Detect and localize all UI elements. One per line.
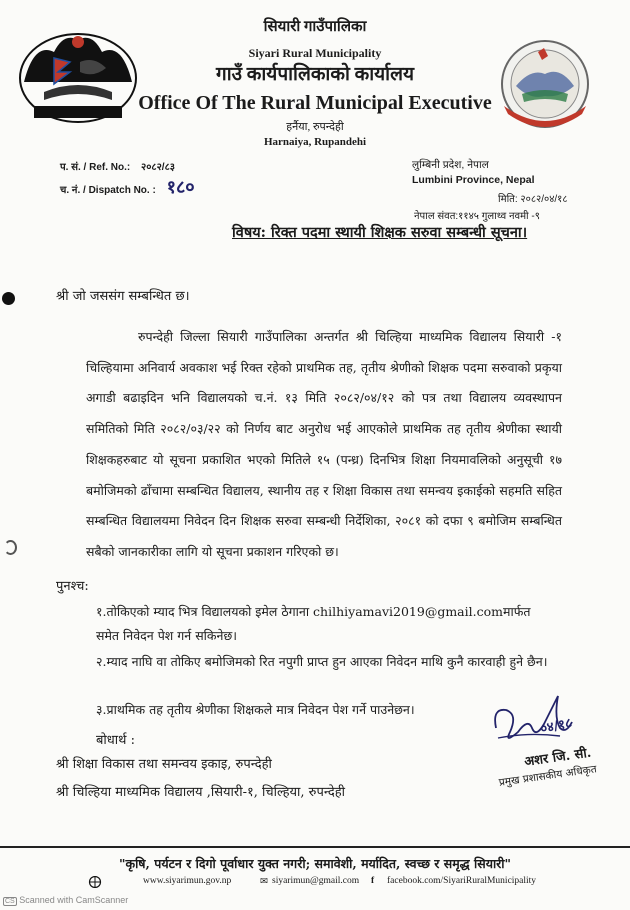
salutation: श्री जो जससंग सम्बन्धित छ। [56,289,190,304]
letter-date [498,191,568,205]
signatory-name: अशर जि. सी. [523,745,593,770]
place-np: हर्नैया, रुपन्देही [286,121,344,133]
dispatch-number [60,175,195,199]
signature-date: ०४/१८ [539,715,574,738]
postscript-label: पुनश्च: [56,579,89,594]
cc-label: बोधार्थ : [96,733,135,748]
camscanner-watermark [3,895,128,906]
municipality-name-en: Siyari Rural Municipality [248,46,382,60]
footer-email[interactable]: siyarimun@gmail.com [272,876,360,886]
punch-hole [2,292,15,305]
notice-body: रुपन्देही जिल्ला सियारी गाउँपालिका अन्तर्गत श्री चिल्हिया माध्यमिक विद्यालय सियारी -१ चिल्हियामा अनिवार्य अवकाश भई रिक्त रहेको प्राथमिक तह, तृतीय श्रेणीको शिक्षक पदमा सरुवाको प्रकृया अगाडी बढाइदिन भनि विद्यालयको च.नं. १३ मिति २०८२/०४/१२ को पत्र तथा विद्यालय व्यवस्थापन समितिको मिति २०८२/०३/२२ को निर्णय बाट अनुरोध भई आएकोले प्राथमिक तह तृतीय श्रेणीका स्थायी शिक्षकहरुबाट यो सूचना प्रकाशित भएको मितिले १५ (पन्ध्र) दिनभित्र शिक्षा नियमावलिको अनुसूची १७ बमोजिमको ढाँचामा सम्बन्धित विद्यालय, स्थानीय तह र शिक्षा विकास तथा समन्वय इकाईको सहमति सहित सम्बन्धित विद्यालयमा निवेदन दिन शिक्षक सरुवा सम्बन्धी निर्देशिका, २०८१ को दफा ९ बमोजिम सम्बन्धित सबैको जानकारीका लागि यो सूचना प्रकाशन गरिएको छ। [86,329,562,559]
date-label: मिति: [498,194,518,205]
cc-item-2: श्री चिल्हिया माध्यमिक विद्यालय ,सियारी-१, चिल्हिया, रुपन्देही [56,785,346,800]
place-en: Harnaiya, Rupandehi [263,136,367,148]
cc-item-1: श्री शिक्षा विकास तथा समन्वय इकाइ, रुपन्देही [56,757,272,772]
dispatch-label: च. नं. / Dispatch No. : [60,185,156,196]
postscript-item-2: २.म्याद नाघि वा तोकिए बमोजिमको रित नपुगी प्राप्त हुन आएका निवेदन माथि कुनै कारवाही हुने छैन। [96,654,548,669]
office-name-np: गाउँ कार्यपालिकाको कार्यालय [216,64,414,85]
camscanner-icon: CS [5,898,15,905]
camscanner-label: Scanned with CamScanner [19,895,129,905]
nepal-samvat-date: नेपाल संवत:११४५ गुलाथ्व नवमी -९ [414,211,540,222]
postscript-item-1: १.तोकिएको म्याद भित्र विद्यालयको इमेल ठेगाना chilhiyamavi2019@gmail.comमार्फत समेत निवेदन पेश गर्न सकिनेछ। [96,604,531,643]
mail-icon: ✉ [260,877,268,887]
facebook-icon: f [371,876,375,886]
ref-label: प. सं. / Ref. No.: [60,162,131,173]
footer-divider [0,846,630,848]
subject-line: विषय: रिक्त पदमा स्थायी शिक्षक सरुवा सम्बन्धी सूचना। [232,224,528,241]
globe-icon [88,876,102,891]
date-value: २०८२/०४/१८ [520,194,568,205]
ref-number [60,159,175,173]
footer-facebook[interactable]: facebook.com/SiyariRuralMunicipality [387,876,537,886]
punch-hole-faint [4,540,17,555]
footer-website[interactable]: www.siyarimun.gov.np [143,876,232,886]
footer-motto: "कृषि, पर्यटन र दिगो पूर्वाधार युक्त नगरी; समावेशी, मर्यादित, स्वच्छ र समृद्ध सियारी" [118,856,512,871]
office-name-en: Office Of The Rural Municipal Executive [138,92,492,114]
province-np: लुम्बिनी प्रदेश, नेपाल [412,159,489,171]
province-en: Lumbini Province, Nepal [412,174,535,186]
dispatch-value: १८० [166,177,195,198]
ref-value: २०८२/८३ [141,162,175,173]
signatory-title: प्रमुख प्रशासकीय अधिकृत [498,763,598,789]
municipality-name-np: सियारी गाउँपालिका [263,19,367,35]
postscript-item-3: ३.प्राथमिक तह तृतीय श्रेणीका शिक्षकले मात्र निवेदन पेश गर्ने पाउनेछन। [96,702,415,717]
